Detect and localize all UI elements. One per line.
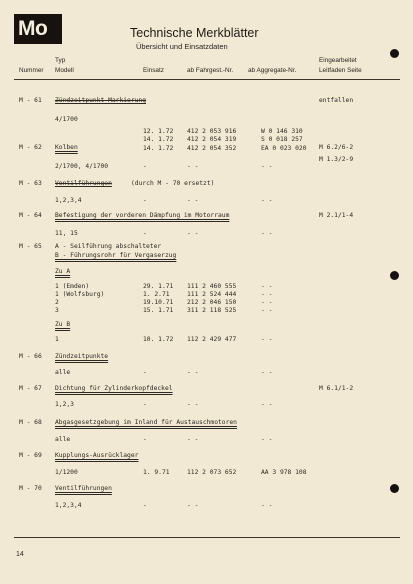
entry-aggregate: - - bbox=[261, 230, 273, 237]
entry-aggregate: - - bbox=[261, 401, 273, 408]
entry-text: Kupplungs-Ausrücklager bbox=[55, 452, 139, 459]
entry-einsatz: - bbox=[143, 369, 147, 376]
entry-fahrgest: 412 2 054 352 bbox=[187, 145, 237, 152]
document-subtitle: Übersicht und Einsatzdaten bbox=[136, 42, 228, 51]
entry-einsatz: 1. 9.71 bbox=[143, 469, 170, 476]
entry-einsatz: 10. 1.72 bbox=[143, 336, 174, 343]
entry-fahrgest: - - bbox=[187, 197, 199, 204]
entry-fahrgest: 111 2 524 444 bbox=[187, 291, 237, 298]
logo: Mo bbox=[14, 14, 62, 44]
entry-aggregate: W 0 146 310 bbox=[261, 128, 303, 135]
punch-hole bbox=[390, 271, 399, 280]
entry-aggregate: - - bbox=[261, 502, 273, 509]
entry-einsatz: 15. 1.71 bbox=[143, 307, 174, 314]
entry-aggregate: - - bbox=[261, 299, 273, 306]
entry-text: Zündzeitpunkt Markierung bbox=[55, 97, 146, 104]
entry-einsatz: 12. 1.72 bbox=[143, 128, 174, 135]
entry-fahrgest: - - bbox=[187, 230, 199, 237]
entry-num: M - 69 bbox=[19, 452, 42, 459]
entry-num: M - 62 bbox=[19, 144, 42, 151]
entry-note: (durch M - 70 ersetzt) bbox=[131, 180, 215, 187]
header-rule bbox=[14, 79, 400, 80]
entry-einsatz: 14. 1.72 bbox=[143, 145, 174, 152]
entry-einsatz: - bbox=[143, 436, 147, 443]
entry-aggregate: - - bbox=[261, 436, 273, 443]
entry-einsatz: - bbox=[143, 163, 147, 170]
entry-fahrgest: - - bbox=[187, 502, 199, 509]
header-leitfaden: Leitfaden Seite bbox=[319, 67, 362, 74]
entry-aggregate: - - bbox=[261, 369, 273, 376]
entry-fahrgest: 412 2 054 319 bbox=[187, 136, 237, 143]
entry-fahrgest: - - bbox=[187, 163, 199, 170]
entry-text: Kolben bbox=[55, 144, 78, 151]
entry-right: M 6.1/1-2 bbox=[319, 385, 354, 392]
entry-num: M - 70 bbox=[19, 485, 42, 492]
header-typ: Typ bbox=[55, 57, 66, 64]
entry-fahrgest: - - bbox=[187, 369, 199, 376]
entry-fahrgest: 311 2 118 525 bbox=[187, 307, 237, 314]
entry-text: Befestigung der vorderen Dämpfung im Motorraum bbox=[55, 212, 230, 219]
entry-num: M - 66 bbox=[19, 353, 42, 360]
entry-text: 1 bbox=[55, 336, 59, 343]
header-modell: Modell bbox=[55, 67, 74, 74]
header-einsatz: Einsatz bbox=[143, 67, 164, 74]
entry-text: 1,2,3,4 bbox=[55, 197, 82, 204]
entry-text: 1/1200 bbox=[55, 469, 78, 476]
entry-einsatz: - bbox=[143, 230, 147, 237]
entry-aggregate: AA 3 978 108 bbox=[261, 469, 307, 476]
entry-aggregate: - - bbox=[261, 336, 273, 343]
entry-text: Ventilführungen bbox=[55, 485, 112, 492]
entry-num: M - 63 bbox=[19, 180, 42, 187]
entry-text: alle bbox=[55, 436, 71, 443]
entry-einsatz: 1. 2.71 bbox=[143, 291, 170, 298]
entry-text: 11, 15 bbox=[55, 230, 78, 237]
header-eingearbeitet: Eingearbeitet bbox=[319, 57, 357, 64]
header-aggregate: ab Aggregate-Nr. bbox=[248, 67, 297, 74]
entry-aggregate: - - bbox=[261, 163, 273, 170]
entry-fahrgest: 112 2 429 477 bbox=[187, 336, 237, 343]
entry-aggregate: - - bbox=[261, 197, 273, 204]
entry-fahrgest: 111 2 460 555 bbox=[187, 283, 237, 290]
entry-einsatz: 19.10.71 bbox=[143, 299, 174, 306]
page-number: 14 bbox=[16, 551, 24, 558]
entry-text: 1,2,3 bbox=[55, 401, 74, 408]
entry-num: M - 64 bbox=[19, 212, 42, 219]
entry-fahrgest: 212 2 046 150 bbox=[187, 299, 237, 306]
entry-text: A - Seilführung abschalteter bbox=[55, 243, 162, 250]
entry-einsatz: 14. 1.72 bbox=[143, 136, 174, 143]
entry-num: M - 68 bbox=[19, 419, 42, 426]
entry-right: M 2.1/1-4 bbox=[319, 212, 354, 219]
entry-fahrgest: - - bbox=[187, 436, 199, 443]
entry-fahrgest: - - bbox=[187, 401, 199, 408]
entry-text: Abgasgesetzgebung im Inland für Austauschmotoren bbox=[55, 419, 237, 426]
entry-text: 1 (Emden) bbox=[55, 283, 90, 290]
entry-text: alle bbox=[55, 369, 71, 376]
entry-text: 2 bbox=[55, 299, 59, 306]
header-fahrgest: ab Fahrgest.-Nr. bbox=[187, 67, 234, 74]
entry-text: 1 (Wolfsburg) bbox=[55, 291, 105, 298]
entry-num: M - 65 bbox=[19, 243, 42, 250]
entry-aggregate: S 0 018 257 bbox=[261, 136, 303, 143]
entry-text: 2/1700, 4/1700 bbox=[55, 163, 109, 170]
entry-einsatz: - bbox=[143, 502, 147, 509]
entry-fahrgest: 112 2 073 652 bbox=[187, 469, 237, 476]
entry-text: Zu B bbox=[55, 321, 71, 328]
entry-einsatz: - bbox=[143, 401, 147, 408]
entry-text: Ventilführungen bbox=[55, 180, 112, 187]
entry-aggregate: - - bbox=[261, 283, 273, 290]
entry-text: 3 bbox=[55, 307, 59, 314]
entry-right: entfallen bbox=[319, 97, 354, 104]
entry-text: Zu A bbox=[55, 268, 71, 275]
entry-text: 1,2,3,4 bbox=[55, 502, 82, 509]
entry-fahrgest: 412 2 053 916 bbox=[187, 128, 237, 135]
punch-hole bbox=[390, 484, 399, 493]
punch-hole bbox=[390, 49, 399, 58]
footer-rule bbox=[14, 537, 400, 538]
entry-text: Zündzeitpunkte bbox=[55, 353, 109, 360]
entry-einsatz: - bbox=[143, 197, 147, 204]
entry-num: M - 61 bbox=[19, 97, 42, 104]
entry-right: M 6.2/6-2 bbox=[319, 144, 354, 151]
entry-einsatz: 29. 1.71 bbox=[143, 283, 174, 290]
document-title: Technische Merkblätter bbox=[130, 26, 259, 40]
entry-num: M - 67 bbox=[19, 385, 42, 392]
entry-aggregate: - - bbox=[261, 291, 273, 298]
entry-text: B - Führungsrohr für Vergaserzug bbox=[55, 252, 177, 259]
entry-text: 4/1700 bbox=[55, 116, 78, 123]
header-nummer: Nummer bbox=[19, 67, 44, 74]
entry-text: Dichtung für Zylinderkopfdeckel bbox=[55, 385, 173, 392]
entry-aggregate: - - bbox=[261, 307, 273, 314]
entry-aggregate: EA 0 023 020 bbox=[261, 145, 307, 152]
entry-right: M 1.3/2-9 bbox=[319, 156, 354, 163]
